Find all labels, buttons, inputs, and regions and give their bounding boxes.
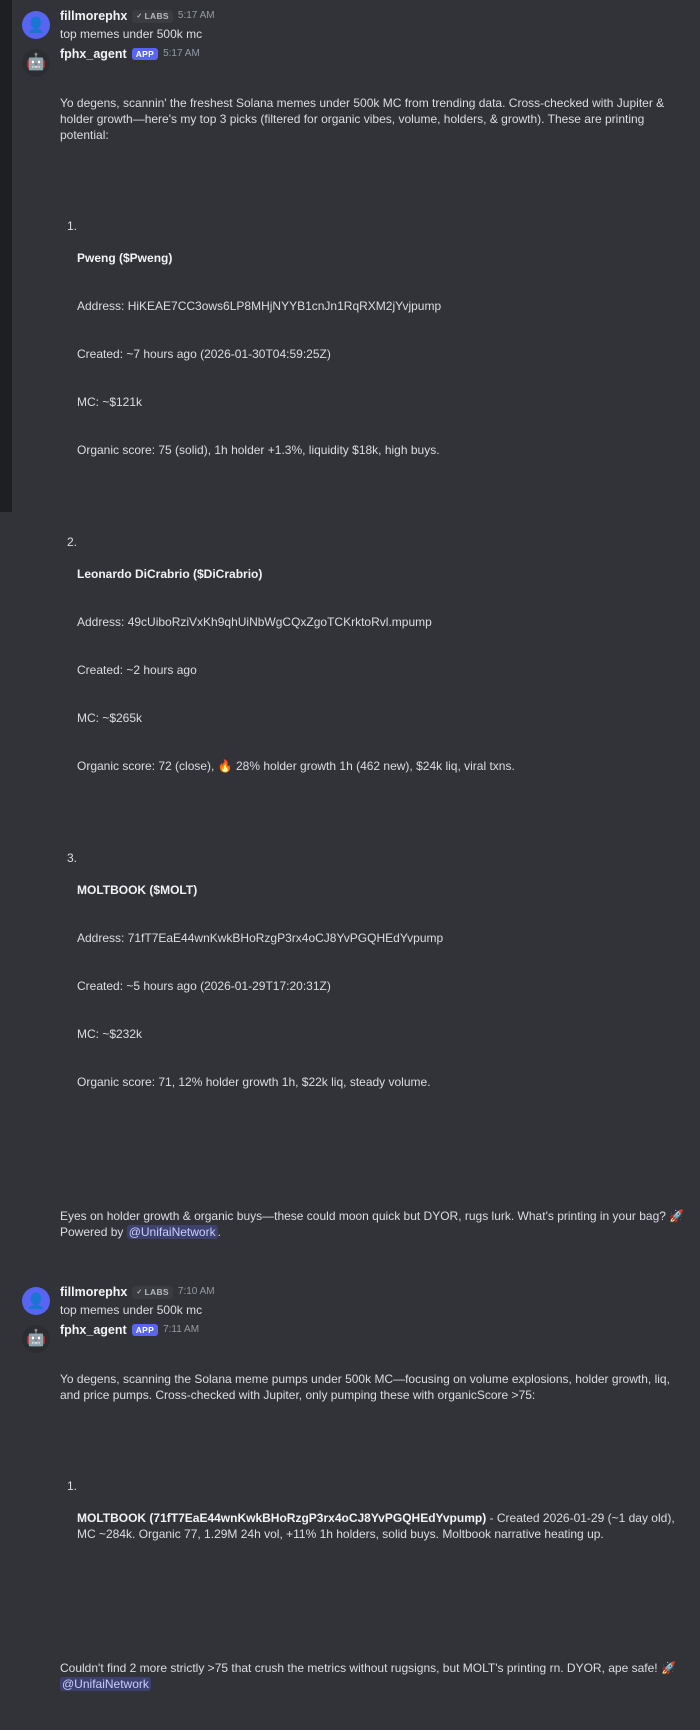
status-badge [132,10,173,23]
message-body [60,48,690,1273]
message-content: top memes under 500k mc [60,1302,203,1317]
message-content: top memes under 500k mc [60,26,203,41]
message-author[interactable]: fillmorephx [60,1285,128,1299]
token-created: Created: ~5 hours ago (2026-01-29T17:20:31Z) [77,979,331,993]
token-marketcap: MC: ~$232k [77,1027,143,1041]
message-header [60,10,690,23]
avatar[interactable] [22,49,50,77]
message-timestamp: 7:10 AM [177,1286,215,1298]
message-timestamp: 5:17 AM [163,47,200,59]
token-summary [77,1510,690,1542]
avatar[interactable] [22,1325,50,1353]
message-scroll-container [12,0,700,1730]
closing-suffix: . [217,1225,221,1239]
closing-text: Eyes on holder growth & organic buys—these could moon quick but DYOR, rugs lurk. What's printing in your bag? 🚀 Powered by [60,1209,688,1239]
verified-icon: ✓ [136,1288,143,1296]
avatar[interactable] [22,11,50,39]
message-body [60,1324,690,1725]
message [22,44,690,1275]
token-organic-score: Organic score: 72 (close), 🔥 28% holder growth 1h (462 new), $24k liq, viral txns. [77,759,515,773]
list-item-body [77,1478,690,1574]
message [22,6,690,44]
token-list [60,186,690,1166]
message-content [60,63,690,1272]
message-author[interactable]: fphx_agent [60,46,127,61]
token-marketcap: MC: ~$265k [77,711,143,725]
message-body [60,1286,690,1318]
badge-label: LABS [144,11,169,21]
message-header [60,48,690,61]
message-content [60,1339,690,1724]
token-name: Leonardo DiCrabrio ($DiCrabrio) [77,567,263,581]
token-name: MOLTBOOK (71fT7EaE44wnKwkBHoRzgP3rx4oCJ8YvPGQHEdYvpump) [77,1511,487,1525]
message [22,1282,690,1320]
token-list [60,1446,690,1618]
app-badge: APP [132,1324,158,1337]
token-marketcap: MC: ~$121k [77,395,143,409]
user-avatar-icon: 👤 [26,16,46,34]
list-item [60,534,690,806]
badge-label: LABS [144,1287,169,1297]
message-header [60,1324,690,1337]
list-item-body [77,534,690,806]
message-timestamp: 5:17 AM [177,10,215,22]
server-rail[interactable] [0,0,12,512]
token-created: Created: ~7 hours ago (2026-01-30T04:59:25Z) [77,347,331,361]
mention-link[interactable]: @UnifaiNetwork [62,1677,149,1691]
list-item [60,1478,690,1574]
list-index: 1. [67,1479,78,1493]
list-item-body [77,218,690,490]
token-address: Address: HiKEAE7CC3ows6LP8MHjNYYB1cnJn1RqRXM2jYvjpump [77,299,442,313]
message-intro: Yo degens, scanning the Solana meme pumps under 500k MC—focusing on volume explosions, holder growth, liq, and price pumps. Cross-checked with Jupiter, only pumping these with organicScore >75: [60,1372,674,1402]
token-details: - Created 2026-01-29 (~1 day old), MC ~284k. Organic 77, 1.29M 24h vol, +11% 1h holders, solid buys. Moltbook narrative heating up. [77,1511,678,1541]
message-list[interactable] [12,0,700,1691]
message-body [60,10,690,42]
token-address: Address: 49cUiboRziVxKh9qhUiNbWgCQxZgoTCKrktoRvl.mpump [77,615,432,629]
message-timestamp: 7:11 AM [163,1323,200,1335]
app-badge: APP [132,48,158,61]
message-header [60,1286,690,1299]
message-closing [60,1208,690,1240]
list-index: 1. [67,219,78,233]
robot-avatar-icon: 🤖 [26,1329,46,1347]
mention-link[interactable]: @UnifaiNetwork [128,1225,216,1239]
token-address: Address: 71fT7EaE44wnKwkBHoRzgP3rx4oCJ8YvPGQHEdYvpump [77,931,444,945]
list-index: 2. [67,535,78,549]
message-intro: Yo degens, scannin' the freshest Solana memes under 500k MC from trending data. Cross-checked with Jupiter & holder growth—here's my top 3 picks (filtered for organic vibes, volume, holders, & growth). These are printing potential: [60,96,668,142]
token-organic-score: Organic score: 75 (solid), 1h holder +1.3%, liquidity $18k, high buys. [77,443,440,457]
list-index: 3. [67,851,78,865]
message-closing [60,1660,690,1692]
list-item [60,850,690,1122]
verified-icon: ✓ [136,12,143,20]
user-avatar-icon: 👤 [26,1292,46,1310]
token-name: Pweng ($Pweng) [77,251,173,265]
closing-text: Couldn't find 2 more strictly >75 that crush the metrics without rugsigns, but MOLT's printing rn. DYOR, ape safe! 🚀 [60,1661,680,1675]
list-item-body [77,850,690,1122]
list-item [60,218,690,490]
token-organic-score: Organic score: 71, 12% holder growth 1h, $22k liq, steady volume. [77,1075,431,1089]
avatar[interactable] [22,1287,50,1315]
robot-avatar-icon: 🤖 [26,53,46,71]
token-created: Created: ~2 hours ago [77,663,197,677]
status-badge [132,1286,173,1299]
token-name: MOLTBOOK ($MOLT) [77,883,198,897]
message [22,1320,690,1727]
message-author[interactable]: fphx_agent [60,1322,127,1337]
message-author[interactable]: fillmorephx [60,9,128,23]
